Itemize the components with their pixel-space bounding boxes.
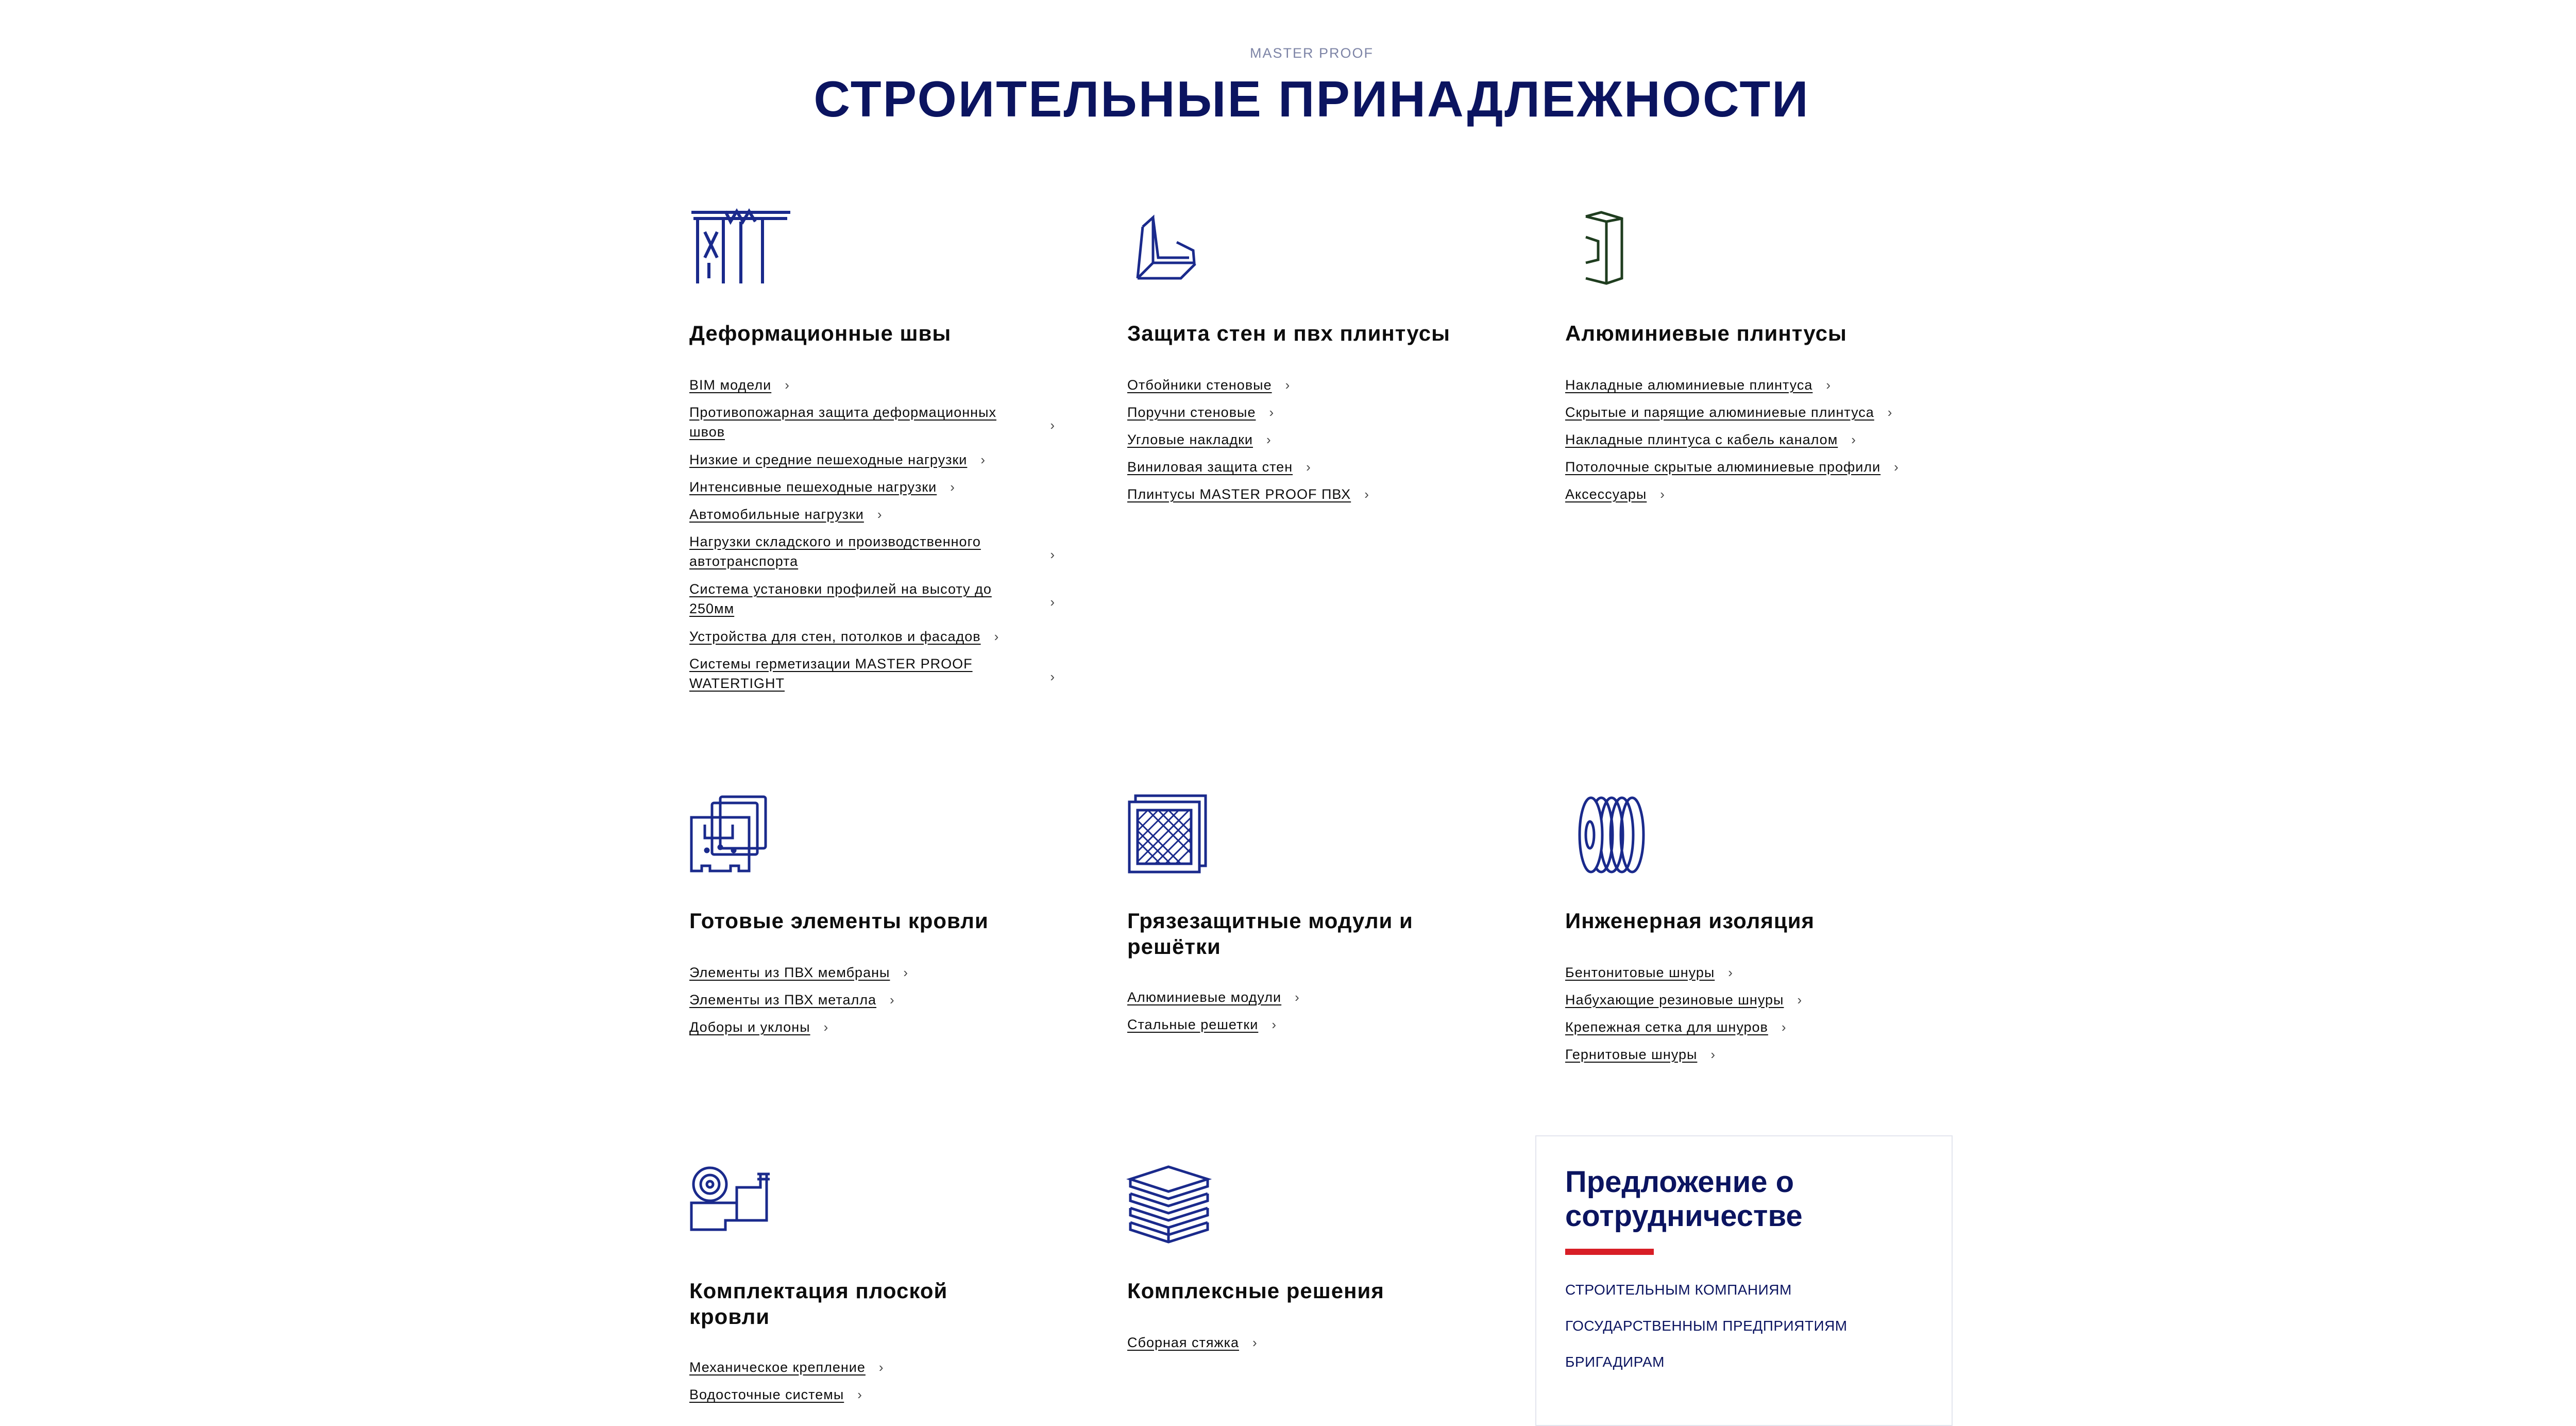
category-link-item[interactable] bbox=[1127, 987, 1493, 1007]
category-link-item[interactable] bbox=[1127, 402, 1493, 422]
chevron-right-icon: › bbox=[1728, 965, 1733, 980]
category-link-item[interactable] bbox=[689, 402, 1055, 442]
category-link-item[interactable] bbox=[1565, 1017, 1931, 1037]
chevron-right-icon: › bbox=[1826, 377, 1832, 393]
chevron-right-icon: › bbox=[823, 1019, 829, 1035]
chevron-right-icon: › bbox=[1266, 432, 1272, 447]
category-link[interactable]: Стальные решетки bbox=[1127, 1017, 1259, 1032]
chevron-right-icon: › bbox=[857, 1387, 862, 1402]
expansion-joint-icon bbox=[689, 206, 792, 289]
chevron-right-icon: › bbox=[878, 1360, 884, 1375]
category-link[interactable]: Набухающие резиновые шнуры bbox=[1565, 992, 1784, 1008]
category-link[interactable]: Накладные алюминиевые плинтуса bbox=[1565, 377, 1813, 393]
category-link-item[interactable] bbox=[1565, 963, 1931, 982]
category-link-item[interactable] bbox=[1565, 457, 1931, 477]
aluminum-skirting-icon bbox=[1565, 206, 1668, 289]
category-link[interactable]: Доборы и уклоны bbox=[689, 1019, 810, 1035]
category-link-item[interactable] bbox=[689, 477, 1055, 497]
category-link-item[interactable] bbox=[689, 1017, 1055, 1037]
category-link-item[interactable] bbox=[689, 450, 1055, 469]
chevron-right-icon: › bbox=[994, 629, 999, 644]
category-link-item[interactable] bbox=[689, 1385, 1055, 1404]
category-link[interactable]: Нагрузки складского и производственного автотранспорта bbox=[689, 534, 981, 569]
offer-link-list bbox=[1565, 1281, 1848, 1389]
category-link-item[interactable] bbox=[1565, 375, 1931, 395]
category-link-list bbox=[1565, 375, 1931, 512]
category-link[interactable]: Интенсивные пешеходные нагрузки bbox=[689, 479, 937, 495]
category-title: Комплектация плоской кровли bbox=[689, 1279, 948, 1329]
category-link-item[interactable] bbox=[1565, 430, 1931, 449]
category-link-item[interactable] bbox=[689, 963, 1055, 982]
category-link[interactable]: Элементы из ПВХ мембраны bbox=[689, 965, 890, 980]
chevron-right-icon: › bbox=[877, 507, 883, 522]
category-link[interactable]: Система установки профилей на высоту до 250мм bbox=[689, 581, 992, 616]
category-link-item[interactable] bbox=[1565, 1045, 1931, 1064]
category-link[interactable]: Крепежная сетка для шнуров bbox=[1565, 1019, 1768, 1035]
category-title: Комплексные решения bbox=[1127, 1279, 1384, 1303]
category-link-item[interactable] bbox=[1127, 375, 1493, 395]
category-link-item[interactable] bbox=[1127, 457, 1493, 477]
category-link[interactable]: BIM модели bbox=[689, 377, 772, 393]
category-link-item[interactable] bbox=[689, 627, 1055, 646]
category-link-item[interactable] bbox=[689, 654, 1055, 693]
chevron-right-icon: › bbox=[1050, 417, 1055, 433]
section-eyebrow: MASTER PROOF bbox=[1249, 45, 1374, 61]
category-link-item[interactable] bbox=[1565, 990, 1931, 1010]
chevron-right-icon: › bbox=[1295, 989, 1300, 1005]
category-link[interactable]: Поручни стеновые bbox=[1127, 405, 1256, 420]
category-link[interactable]: Угловые накладки bbox=[1127, 432, 1253, 447]
category-link-item[interactable] bbox=[689, 579, 1055, 618]
category-link[interactable]: Противопожарная защита деформационных швов bbox=[689, 405, 996, 440]
category-link-list bbox=[689, 375, 1055, 701]
chevron-right-icon: › bbox=[1894, 459, 1899, 475]
category-link-item[interactable] bbox=[689, 375, 1055, 395]
category-link[interactable]: Отбойники стеновые bbox=[1127, 377, 1272, 393]
category-link[interactable]: Скрытые и парящие алюминиевые плинтуса bbox=[1565, 405, 1874, 420]
chevron-right-icon: › bbox=[1269, 405, 1275, 420]
chevron-right-icon: › bbox=[903, 965, 909, 980]
partnership-offer-box bbox=[1535, 1135, 1953, 1426]
chevron-right-icon: › bbox=[1364, 486, 1369, 502]
offer-accent-bar bbox=[1565, 1249, 1654, 1255]
chevron-right-icon: › bbox=[1050, 669, 1055, 684]
offer-title: Предложение о сотрудничестве bbox=[1565, 1165, 1803, 1233]
category-link-item[interactable] bbox=[1127, 484, 1493, 504]
category-link[interactable]: Накладные плинтуса с кабель каналом bbox=[1565, 432, 1838, 447]
category-link-item[interactable] bbox=[1127, 430, 1493, 449]
flat-roof-drain-icon bbox=[689, 1164, 792, 1246]
category-link-item[interactable] bbox=[1565, 402, 1931, 422]
category-link-item[interactable] bbox=[1127, 1015, 1493, 1034]
chevron-right-icon: › bbox=[1050, 547, 1055, 562]
chevron-right-icon: › bbox=[1710, 1047, 1716, 1062]
category-link[interactable]: Низкие и средние пешеходные нагрузки bbox=[689, 452, 968, 467]
chevron-right-icon: › bbox=[1781, 1019, 1787, 1035]
chevron-right-icon: › bbox=[1252, 1335, 1258, 1350]
sealing-cord-icon bbox=[1565, 794, 1668, 876]
offer-link-item[interactable] bbox=[1565, 1353, 1848, 1371]
offer-link-state-enterprises[interactable]: ГОСУДАРСТВЕННЫМ ПРЕДПРИЯТИЯМ bbox=[1565, 1318, 1848, 1334]
category-link[interactable]: Бентонитовые шнуры bbox=[1565, 965, 1715, 980]
chevron-right-icon: › bbox=[785, 377, 790, 393]
chevron-right-icon: › bbox=[1851, 432, 1856, 447]
category-title: Грязезащитные модули и решётки bbox=[1127, 909, 1413, 959]
category-link[interactable]: Виниловая защита стен bbox=[1127, 459, 1293, 475]
corner-guard-icon bbox=[1127, 206, 1230, 289]
category-link[interactable]: Элементы из ПВХ металла bbox=[689, 992, 877, 1008]
category-link-item[interactable] bbox=[689, 505, 1055, 524]
category-link-list bbox=[689, 963, 1055, 1045]
category-link-list bbox=[1127, 1333, 1493, 1360]
category-title: Алюминиевые плинтусы bbox=[1565, 321, 1847, 345]
category-link-list bbox=[1127, 375, 1493, 512]
category-link[interactable]: Водосточные системы bbox=[689, 1387, 844, 1402]
chevron-right-icon: › bbox=[1887, 405, 1893, 420]
chevron-right-icon: › bbox=[950, 479, 955, 495]
category-title: Деформационные швы bbox=[689, 321, 952, 345]
category-link[interactable]: Системы герметизации MASTER PROOF WATERTIGHT bbox=[689, 656, 973, 691]
dirt-mat-icon bbox=[1127, 794, 1230, 876]
offer-link-item[interactable] bbox=[1565, 1281, 1848, 1299]
category-link[interactable]: Аксессуары bbox=[1565, 486, 1647, 502]
chevron-right-icon: › bbox=[1272, 1017, 1277, 1032]
roof-elements-icon bbox=[689, 794, 792, 876]
category-link-list bbox=[689, 1357, 1055, 1412]
category-title: Защита стен и пвх плинтусы bbox=[1127, 321, 1450, 345]
chevron-right-icon: › bbox=[1660, 486, 1665, 502]
category-link[interactable]: Алюминиевые модули bbox=[1127, 989, 1282, 1005]
offer-link-construction-companies[interactable]: СТРОИТЕЛЬНЫМ КОМПАНИЯМ bbox=[1565, 1282, 1792, 1298]
offer-link-foremen[interactable]: БРИГАДИРАМ bbox=[1565, 1354, 1665, 1370]
category-title: Инженерная изоляция bbox=[1565, 909, 1815, 933]
category-link-item[interactable] bbox=[689, 990, 1055, 1010]
chevron-right-icon: › bbox=[890, 992, 895, 1008]
category-link-item[interactable] bbox=[1565, 484, 1931, 504]
chevron-right-icon: › bbox=[1306, 459, 1311, 475]
category-link-list bbox=[1127, 987, 1493, 1042]
category-link[interactable]: Устройства для стен, потолков и фасадов bbox=[689, 629, 981, 644]
chevron-right-icon: › bbox=[1050, 594, 1055, 610]
chevron-right-icon: › bbox=[1797, 992, 1803, 1008]
category-link[interactable]: Потолочные скрытые алюминиевые профили bbox=[1565, 459, 1881, 475]
offer-link-item[interactable] bbox=[1565, 1317, 1848, 1335]
category-link[interactable]: Автомобильные нагрузки bbox=[689, 507, 864, 522]
category-link-list bbox=[1565, 963, 1931, 1072]
category-link[interactable]: Плинтусы MASTER PROOF ПВХ bbox=[1127, 486, 1351, 502]
chevron-right-icon: › bbox=[980, 452, 986, 467]
category-link[interactable]: Гернитовые шнуры bbox=[1565, 1047, 1698, 1062]
category-link-item[interactable] bbox=[689, 532, 1055, 571]
category-link-item[interactable] bbox=[1127, 1333, 1493, 1352]
layered-solution-icon bbox=[1127, 1164, 1230, 1246]
category-title: Готовые элементы кровли bbox=[689, 909, 989, 933]
category-link[interactable]: Сборная стяжка bbox=[1127, 1335, 1240, 1350]
chevron-right-icon: › bbox=[1285, 377, 1291, 393]
category-link-item[interactable] bbox=[689, 1357, 1055, 1377]
category-link[interactable]: Механическое крепление bbox=[689, 1360, 866, 1375]
page-title: СТРОИТЕЛЬНЫЕ ПРИНАДЛЕЖНОСТИ bbox=[814, 71, 1810, 127]
